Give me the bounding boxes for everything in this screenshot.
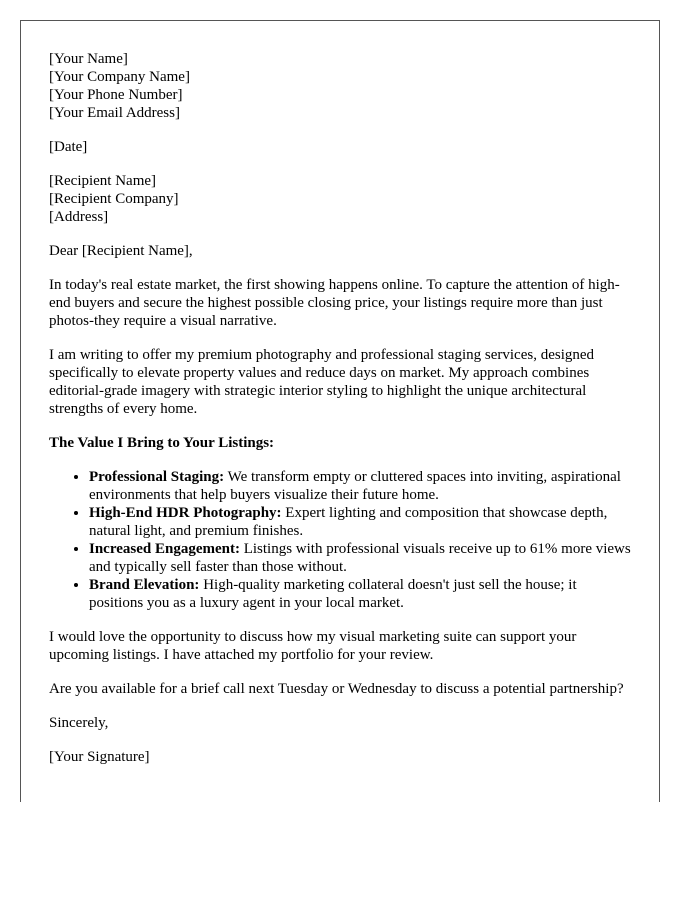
benefit-item [89,576,631,612]
benefit-item [89,468,631,504]
recipient-address: [Address] [49,209,109,225]
benefit-title: Increased Engagement: [89,541,240,557]
discuss-paragraph: I would love the opportunity to discuss how my visual marketing suite can support your upcoming listings. I have attached my portfolio for your review. [49,629,577,663]
letter-page [20,20,660,802]
signature: [Your Signature] [49,749,150,765]
benefit-title: Professional Staging: [89,469,225,485]
benefit-text: We transform empty or cluttered spaces into inviting, aspirational environments that help buyers visualize their future home. [89,469,621,503]
recipient-block [49,172,631,226]
recipient-company: [Recipient Company] [49,191,179,207]
value-heading: The Value I Bring to Your Listings: [49,435,275,451]
benefits-list [49,468,631,612]
sender-block [49,50,631,122]
sender-phone: [Your Phone Number] [49,87,183,103]
call-paragraph: Are you available for a brief call next Tuesday or Wednesday to discuss a potential partnership? [49,681,624,697]
intro-paragraph: In today's real estate market, the first showing happens online. To capture the attention of high-end buyers and secure the highest possible closing price, your listings require more than just photos-they require a visual narrative. [49,277,620,329]
salutation: Dear [Recipient Name], [49,243,193,259]
benefit-text: Listings with professional visuals receive up to 61% more views and typically sell faster than those without. [89,541,631,575]
benefit-text: Expert lighting and composition that showcase depth, natural light, and premium finishes. [89,505,608,539]
offer-paragraph: I am writing to offer my premium photography and professional staging services, designed specifically to elevate property values and reduce days on market. My approach combines editorial-grade imagery with strategic interior styling to highlight the unique architectural strengths of every home. [49,347,595,417]
sender-company: [Your Company Name] [49,69,190,85]
sender-name: [Your Name] [49,51,128,67]
benefit-text: High-quality marketing collateral doesn't just sell the house; it positions you as a luxury agent in your local market. [89,577,577,611]
benefit-title: High-End HDR Photography: [89,505,282,521]
date-block [49,138,631,156]
letter-date: [Date] [49,139,88,155]
benefit-item [89,504,631,540]
recipient-name: [Recipient Name] [49,173,157,189]
benefit-title: Brand Elevation: [89,577,200,593]
closing: Sincerely, [49,715,109,731]
benefit-item [89,540,631,576]
sender-email: [Your Email Address] [49,105,180,121]
